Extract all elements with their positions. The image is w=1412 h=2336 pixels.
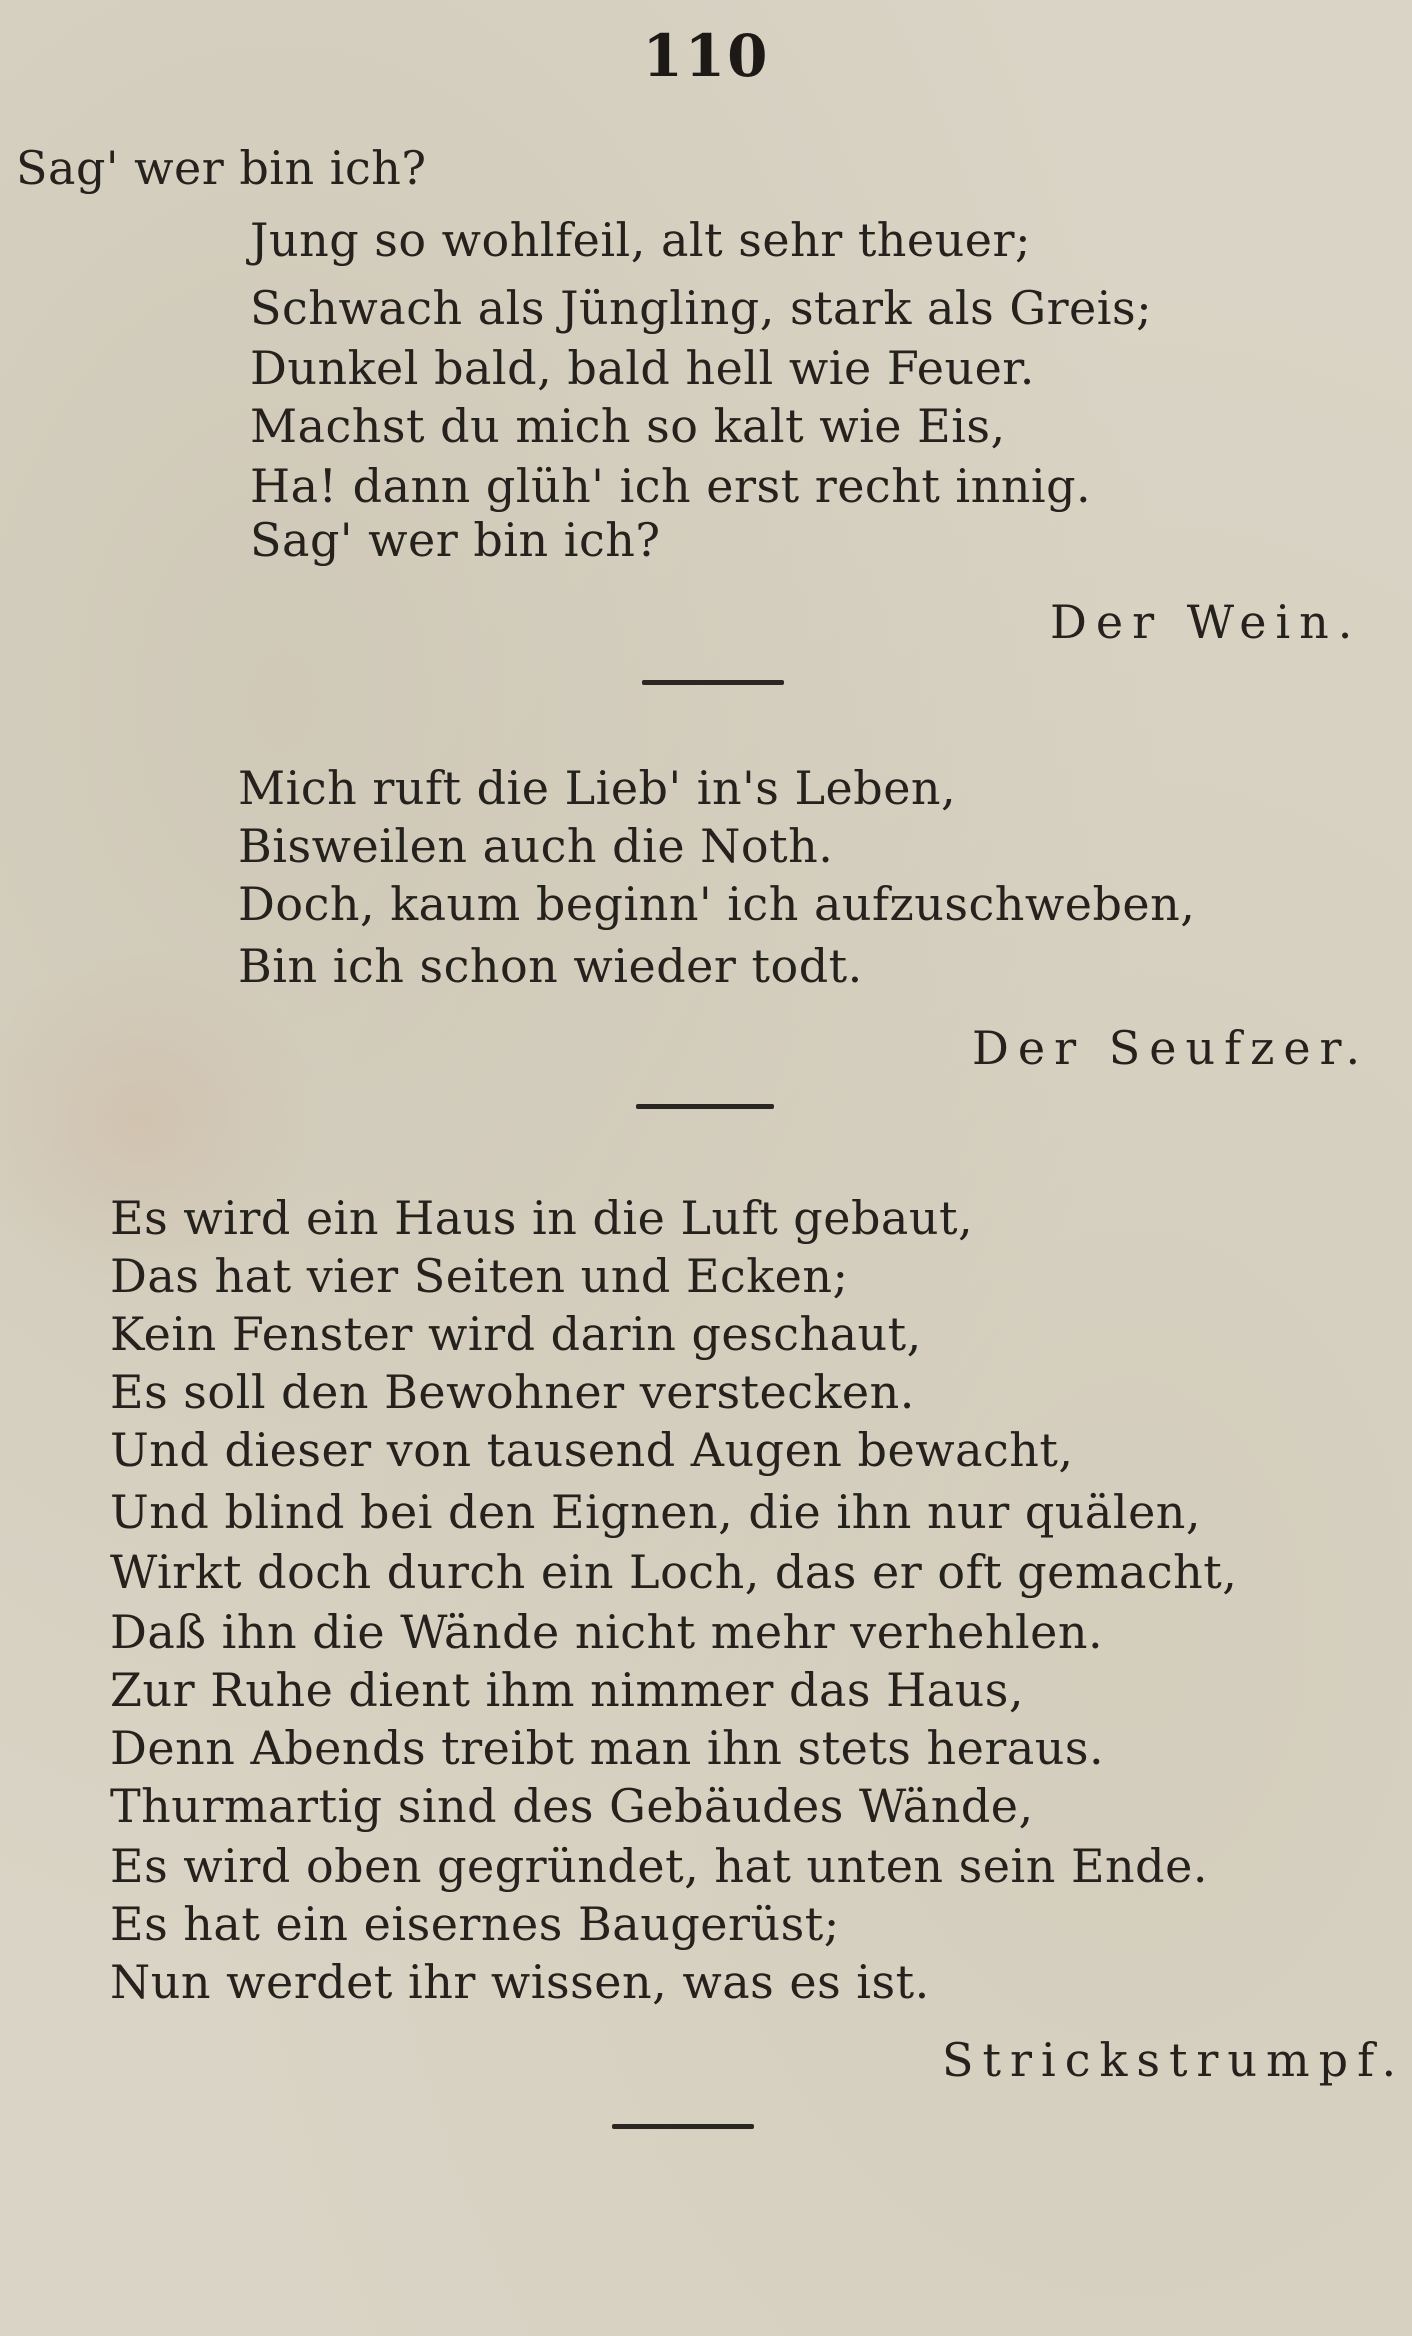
riddle-1-line: Sag' wer bin ich? (250, 513, 661, 567)
riddle-1-line: Sag' wer bin ich? (16, 141, 427, 195)
riddle-2-answer: Der Seufzer. (972, 1021, 1370, 1075)
riddle-3-line: Und blind bei den Eignen, die ihn nur quälen, (110, 1485, 1202, 1539)
riddle-1-line: Jung so wohlfeil, alt sehr theuer; (250, 213, 1031, 267)
riddle-3-line: Daß ihn die Wände nicht mehr verhehlen. (110, 1605, 1104, 1659)
riddle-2-line: Mich ruft die Lieb' in's Leben, (238, 761, 957, 815)
riddle-3-line: Es wird ein Haus in die Luft gebaut, (110, 1191, 974, 1245)
riddle-1-line: Schwach als Jüngling, stark als Greis; (250, 281, 1153, 335)
page-number: 110 (642, 22, 770, 90)
riddle-3-line: Denn Abends treibt man ihn stets heraus. (110, 1721, 1105, 1775)
section-divider (612, 2124, 754, 2129)
riddle-2-line: Bin ich schon wieder todt. (238, 939, 863, 993)
riddle-3-line: Kein Fenster wird darin geschaut, (110, 1307, 922, 1361)
riddle-3-line: Nun werdet ihr wissen, was es ist. (110, 1955, 930, 2009)
riddle-3-answer: Strickstrumpf. (942, 2033, 1406, 2087)
riddle-2-line: Doch, kaum beginn' ich aufzuschweben, (238, 877, 1196, 931)
riddle-1-line: Ha! dann glüh' ich erst recht innig. (250, 459, 1092, 513)
riddle-1-line: Dunkel bald, bald hell wie Feuer. (250, 341, 1035, 395)
riddle-3-line: Und dieser von tausend Augen bewacht, (110, 1423, 1074, 1477)
riddle-3-line: Es soll den Bewohner verstecken. (110, 1365, 915, 1419)
riddle-3-line: Das hat vier Seiten und Ecken; (110, 1249, 849, 1303)
section-divider (636, 1104, 774, 1109)
riddle-3-line: Es hat ein eisernes Baugerüst; (110, 1897, 840, 1951)
section-divider (642, 680, 784, 685)
riddle-3-line: Thurmartig sind des Gebäudes Wände, (110, 1779, 1034, 1833)
riddle-3-line: Zur Ruhe dient ihm nimmer das Haus, (110, 1663, 1025, 1717)
riddle-3-line: Wirkt doch durch ein Loch, das er oft gemacht, (110, 1545, 1238, 1599)
riddle-2-line: Bisweilen auch die Noth. (238, 819, 834, 873)
riddle-3-line: Es wird oben gegründet, hat unten sein Ende. (110, 1839, 1208, 1893)
riddle-1-answer: Der Wein. (1050, 595, 1362, 649)
riddle-1-line: Machst du mich so kalt wie Eis, (250, 399, 1006, 453)
